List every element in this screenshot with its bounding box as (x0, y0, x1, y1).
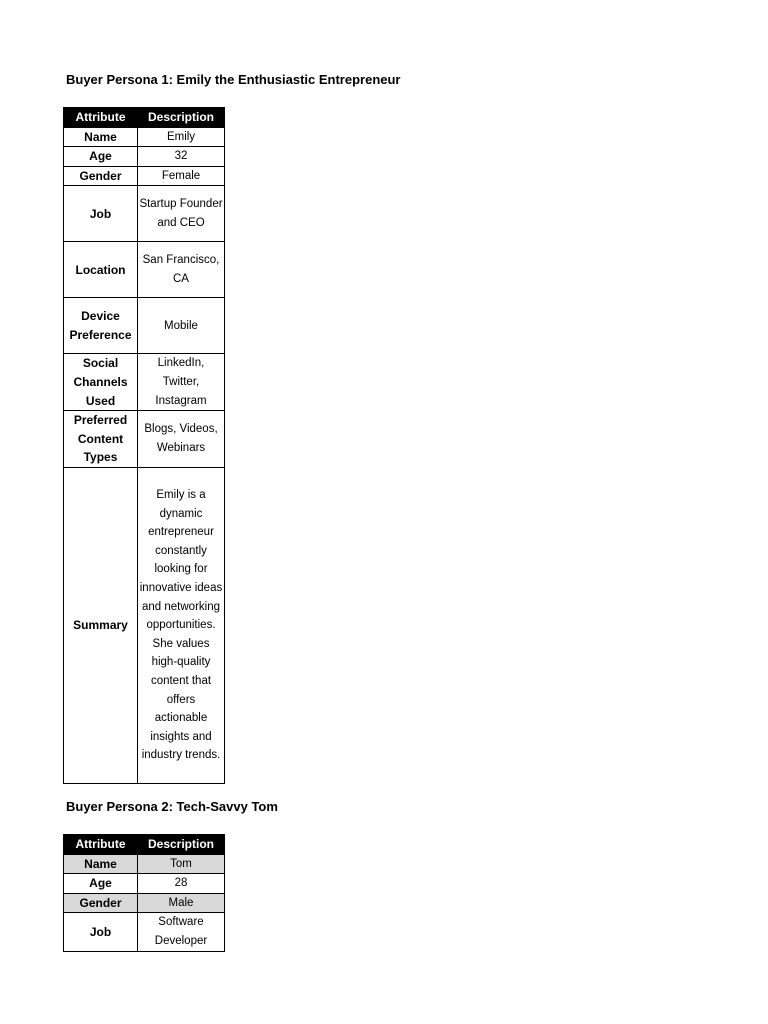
description-column-header: Description (138, 108, 225, 128)
attribute-cell: Gender (64, 166, 138, 186)
attribute-cell: Location (64, 242, 138, 298)
table-row (64, 913, 225, 951)
attribute-cell: Preferred Content Types (64, 411, 138, 468)
attribute-cell: Job (64, 913, 138, 951)
attribute-cell: Device Preference (64, 298, 138, 354)
table-row (64, 242, 225, 298)
description-cell: Emily (138, 127, 225, 147)
attribute-cell: Name (64, 127, 138, 147)
table-row (64, 147, 225, 167)
description-cell: LinkedIn, Twitter, Instagram (138, 354, 225, 411)
table-row (64, 874, 225, 894)
persona-1-table (63, 107, 225, 784)
description-cell: Tom (138, 854, 225, 874)
table-row (64, 127, 225, 147)
table-row (64, 186, 225, 242)
persona-2-heading: Buyer Persona 2: Tech-Savvy Tom (66, 799, 278, 814)
table-header-row (64, 835, 225, 855)
description-cell: Blogs, Videos, Webinars (138, 411, 225, 468)
attribute-cell: Age (64, 147, 138, 167)
attribute-column-header: Attribute (64, 835, 138, 855)
description-cell: 32 (138, 147, 225, 167)
description-cell: Male (138, 893, 225, 913)
persona-1-heading: Buyer Persona 1: Emily the Enthusiastic Entrepreneur (66, 72, 401, 87)
description-column-header: Description (138, 835, 225, 855)
table-row (64, 166, 225, 186)
attribute-cell: Summary (64, 467, 138, 783)
attribute-cell: Age (64, 874, 138, 894)
table-row (64, 354, 225, 411)
attribute-column-header: Attribute (64, 108, 138, 128)
attribute-cell: Name (64, 854, 138, 874)
attribute-cell: Social Channels Used (64, 354, 138, 411)
attribute-cell: Gender (64, 893, 138, 913)
persona-2-table (63, 834, 225, 952)
description-cell: Software Developer (138, 913, 225, 951)
description-cell: San Francisco, CA (138, 242, 225, 298)
table-row (64, 893, 225, 913)
table-row (64, 411, 225, 468)
table-row (64, 467, 225, 783)
table-header-row (64, 108, 225, 128)
table-row (64, 298, 225, 354)
attribute-cell: Job (64, 186, 138, 242)
description-cell: Mobile (138, 298, 225, 354)
description-cell: Female (138, 166, 225, 186)
description-cell: Emily is a dynamic entrepreneur constantly looking for innovative ideas and networking opportunities. She values high-quality content that offers actionable insights and industry trends. (138, 467, 225, 783)
description-cell: 28 (138, 874, 225, 894)
table-row (64, 854, 225, 874)
description-cell: Startup Founder and CEO (138, 186, 225, 242)
